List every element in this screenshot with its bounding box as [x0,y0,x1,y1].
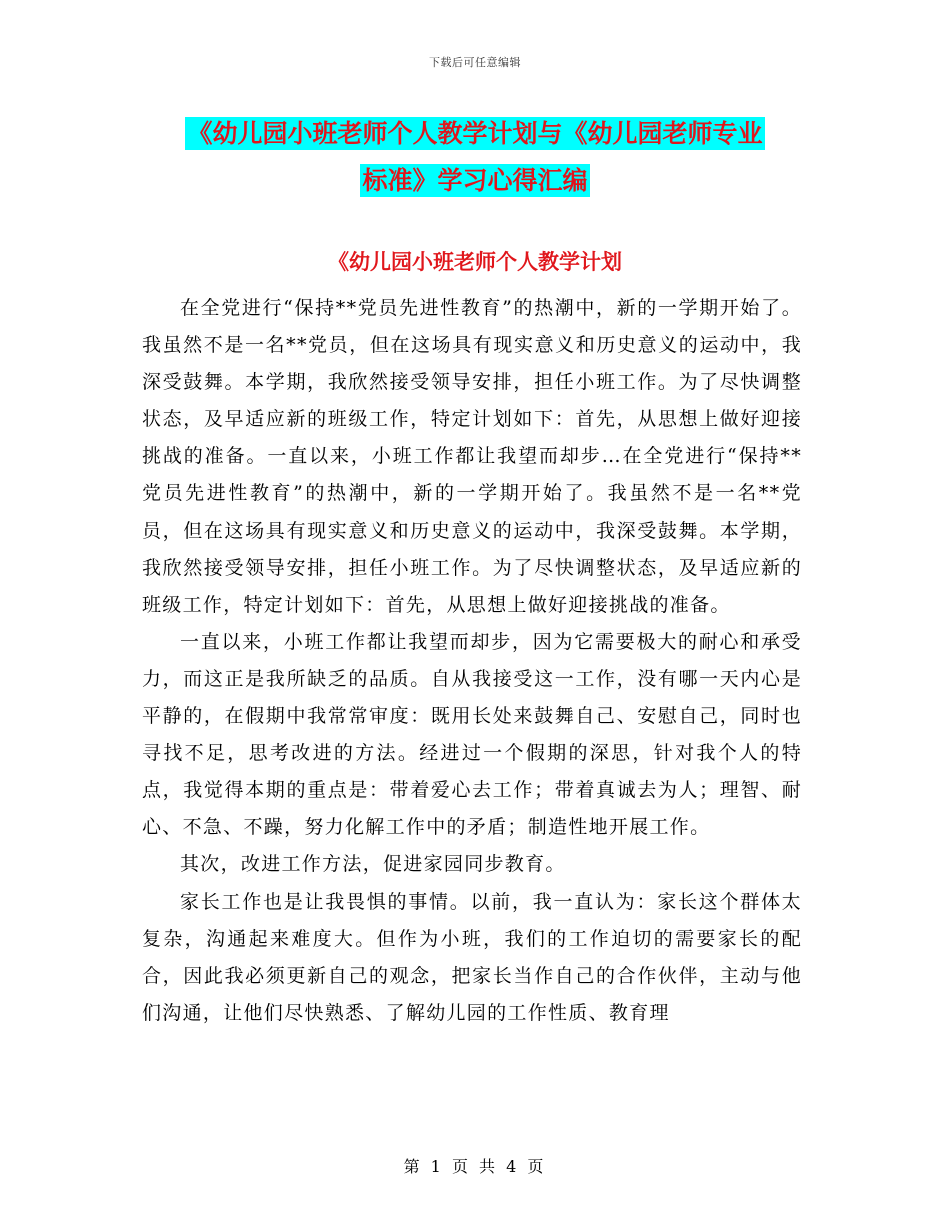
paragraph-2: 一直以来，小班工作都让我望而却步，因为它需要极大的耐心和承受力，而这正是我所缺乏的品质。自从我接受这一工作，没有哪一天内心是平静的，在假期中我常常审度：既用长处来鼓舞自己、安慰自己，同时也寻找不足，思考改进的方法。经进过一个假期的深思，针对我个人的特点，我觉得本期的重点是：带着爱心去工作；带着真诚去为人；理智、耐心、不急、不躁，努力化解工作中的矛盾；制造性地开展工作。 [142,630,802,839]
section-title: 《幼儿园小班老师个人教学计划 [328,250,622,274]
paragraph-3: 其次，改进工作方法，促进家园同步教育。 [180,853,566,876]
paragraph-1: 在全党进行“保持**党员先进性教育”的热潮中，新的一学期开始了。我虽然不是一名**党员，但在这场具有现实意义和历史意义的运动中，我深受鼓舞。本学期，我欣然接受领导安排，担任小班工作。为了尽快调整状态，及早适应新的班级工作，特定计划如下：首先，从思想上做好迎接挑战的准备。一直以来，小班工作都让我望而却步…在全党进行“保持**党员先进性教育”的热潮中，新的一学期开始了。我虽然不是一名**党员，但在这场具有现实意义和历史意义的运动中，我深受鼓舞。本学期，我欣然接受领导安排，担任小班工作。为了尽快调整状态，及早适应新的班级工作，特定计划如下：首先，从思想上做好迎接挑战的准备。 [142,297,802,616]
header-note: 下载后可任意编辑 [429,56,521,69]
body-text [142,290,802,1032]
title-line-2: 标准》学习心得汇编 [362,166,588,195]
document-title [140,110,810,204]
title-line-1: 《幼儿园小班老师个人教学计划与《幼儿园老师专业 [187,119,763,148]
paragraph-4: 家长工作也是让我畏惧的事情。以前，我一直认为：家长这个群体太复杂，沟通起来难度大。但作为小班，我们的工作迫切的需要家长的配合，因此我必须更新自己的观念，把家长当作自己的合作伙伴，主动与他们沟通，让他们尽快熟悉、了解幼儿园的工作性质、教育理 [142,890,802,1024]
page-footer: 第 1 页 共 4 页 [403,1157,547,1176]
